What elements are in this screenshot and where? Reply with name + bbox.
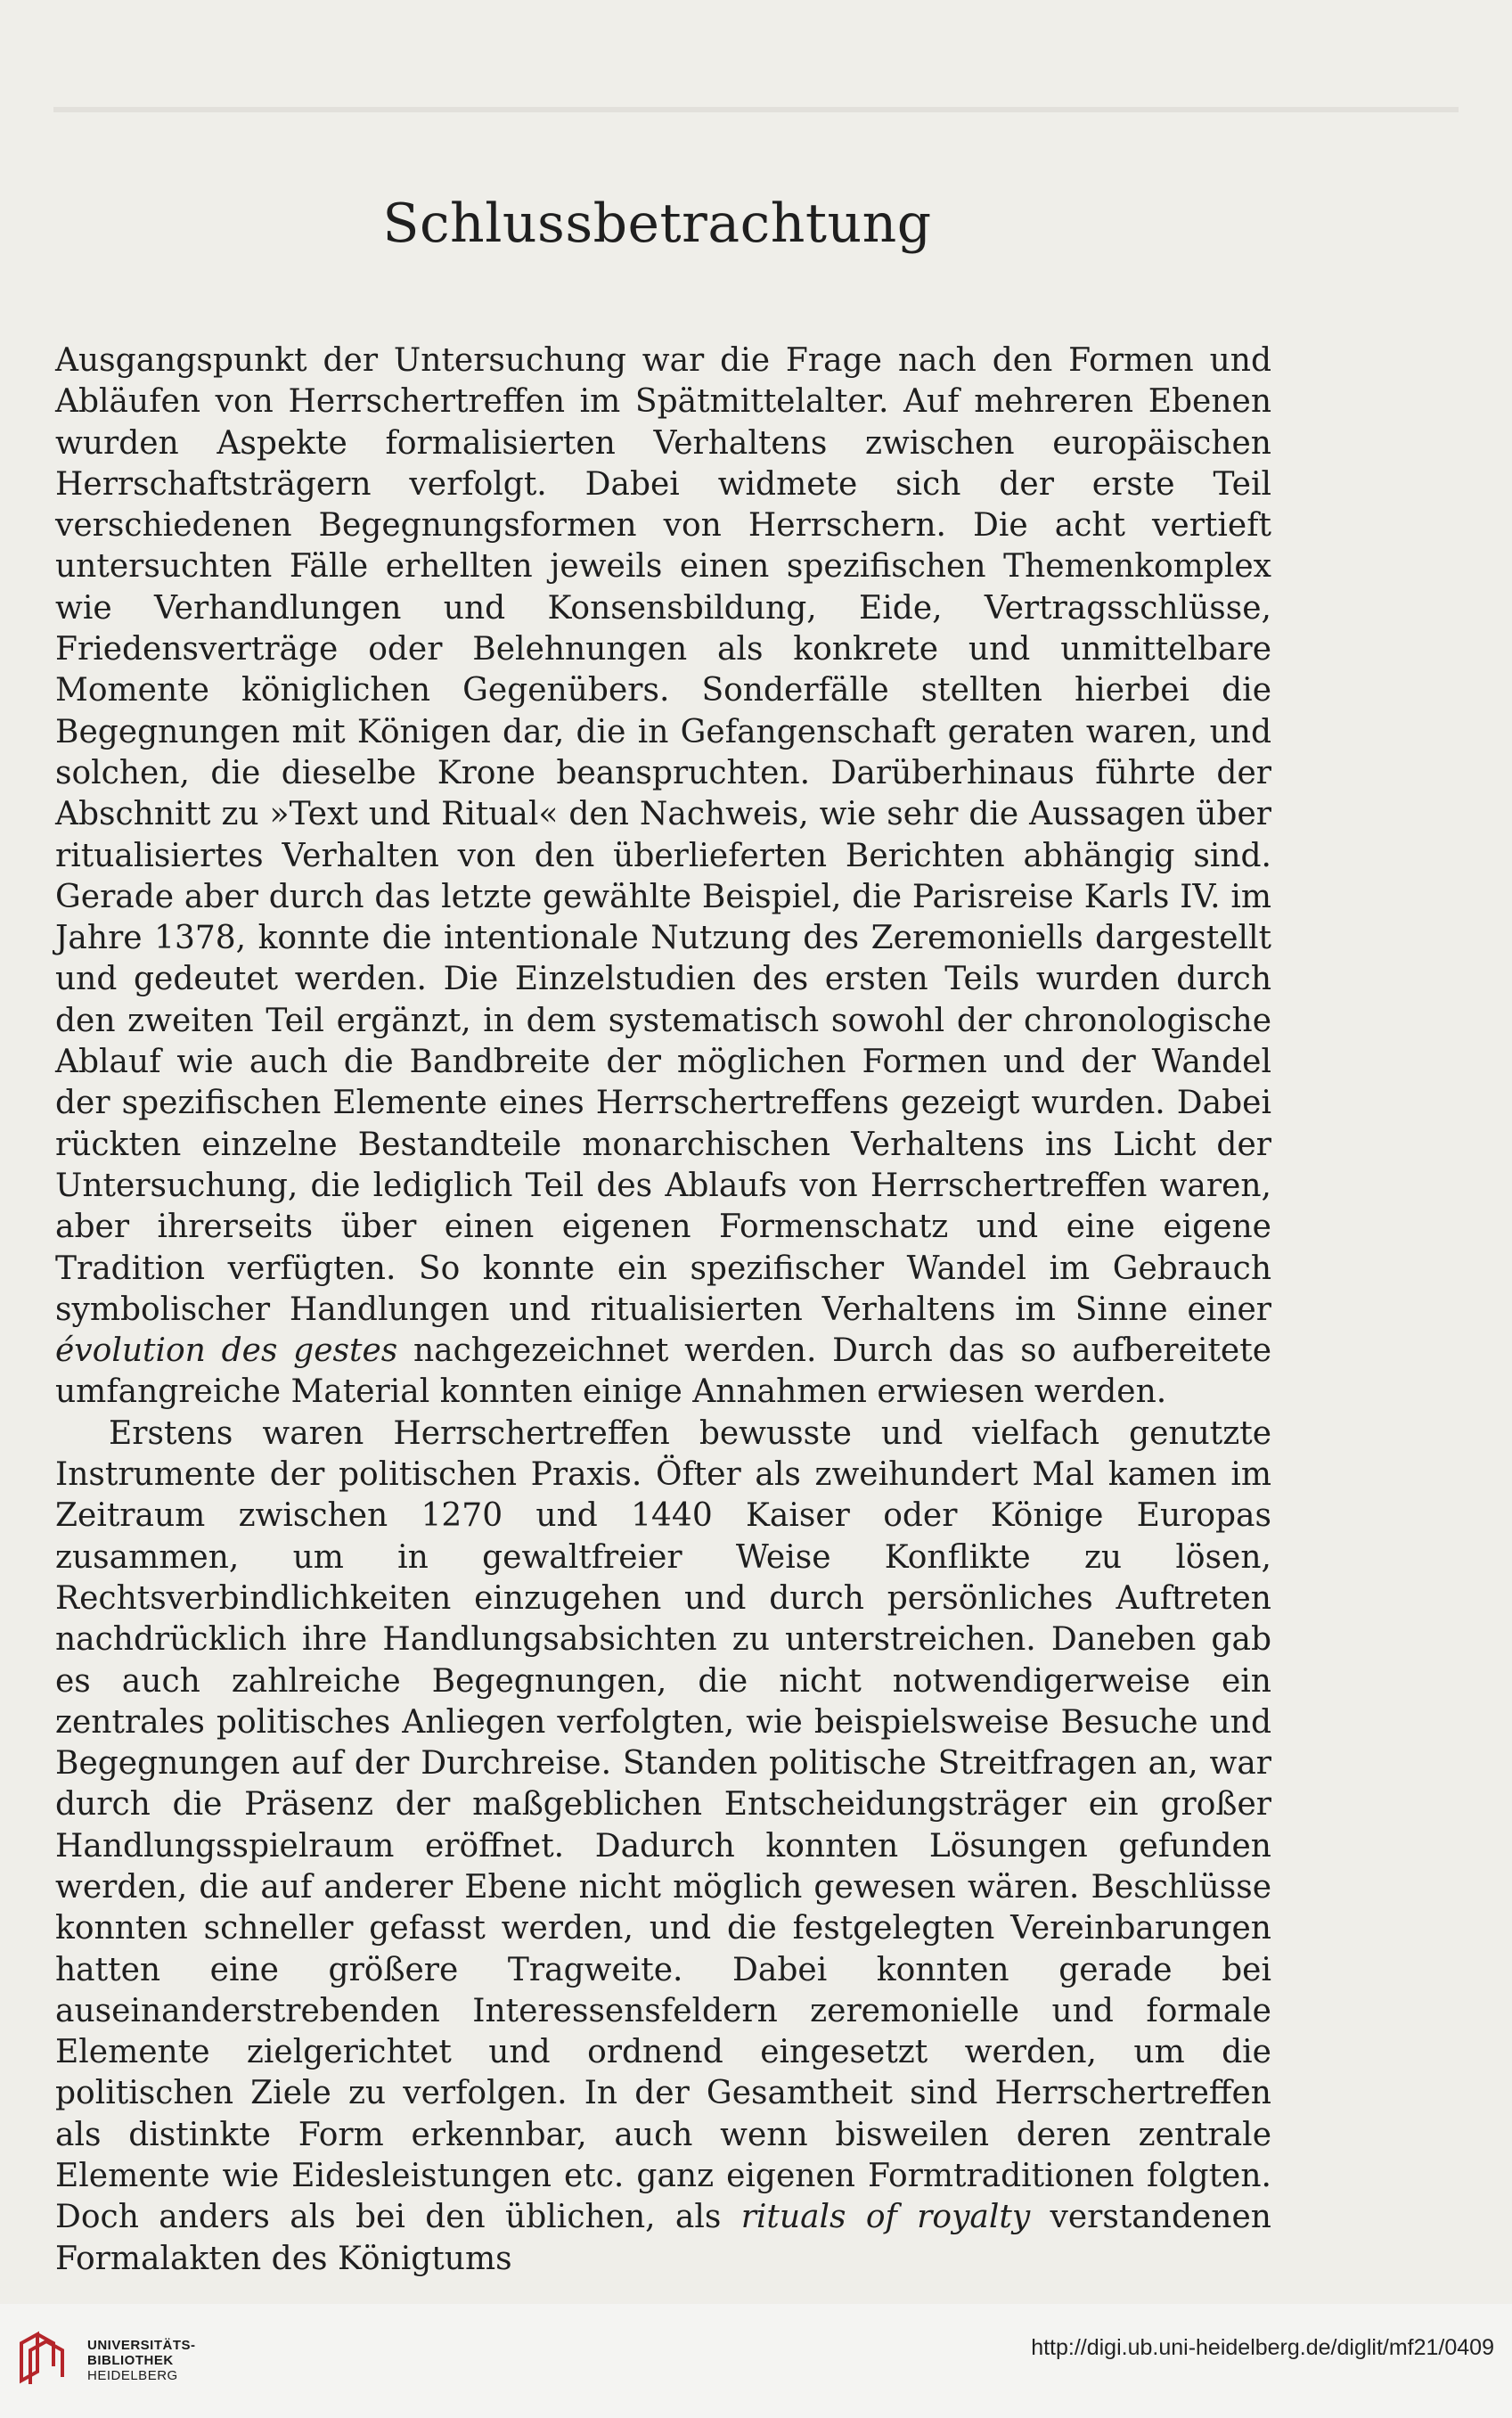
source-url-link[interactable]: http://digi.ub.uni-heidelberg.de/diglit/mf21/0409 bbox=[1031, 2335, 1494, 2360]
library-name bbox=[87, 2338, 196, 2383]
library-name-line-1: UNIVERSITÄTS- bbox=[87, 2338, 196, 2353]
library-name-line-3: HEIDELBERG bbox=[87, 2368, 178, 2383]
library-name-line-2: BIBLIOTHEK bbox=[87, 2353, 174, 2368]
paragraph-1-italic-phrase: évolution des gestes bbox=[55, 1332, 398, 1370]
paragraph-2-text-a: Erstens waren Herrschertreffen bewusste und vielfach genutzte Instrumente der politischen Praxis. Öfter als zweihundert Mal kamen im Zeitraum zwischen 1270 und 1440 Kaiser oder Könige Europas zusammen, um in gewaltfreier Weise Konflikte zu lösen, Rechtsverbindlichkeiten einzugehen und durch persönliches Auftreten nachdrücklich ihre Handlungsabsichten zu unterstreichen. Daneben gab es auch zahlreiche Begegnungen, die nicht notwendigerweise ein zentrales politisches Anliegen verfolgten, wie beispielsweise Besuche und Begegnungen auf der Durchreise. Standen politische Streitfragen an, war durch die Präsenz der maßgeblichen Entscheidungsträger ein großer Handlungsspielraum eröffnet. Dadurch konnten Lösungen gefunden werden, die auf anderer Ebene nicht möglich gewesen wären. Beschlüsse konnten schneller gefasst werden, und die festgelegten Vereinbarungen hatten eine größere Tragweite. Dabei konnten gerade bei auseinanderstrebenden Interessensfeldern zeremonielle und formale Elemente zielgerichtet und ordnend eingesetzt werden, um die politischen Ziele zu verfolgen. In der Gesamtheit sind Herrschertreffen als distinkte Form erkennbar, auch wenn bisweilen deren zentrale Elemente wie Eidesleistungen etc. ganz eigenen Formtraditionen folgten. Doch anders als bei den üblichen, als bbox=[55, 1414, 1271, 2236]
faded-running-head bbox=[53, 107, 1459, 112]
paragraph-1-text-a: Ausgangspunkt der Untersuchung war die Frage nach den Formen und Abläufen von Herrschertreffen im Spätmittelalter. Auf mehreren Ebenen wurden Aspekte formalisierten Verhaltens zwischen europäischen Herrschaftsträgern verfolgt. Dabei widmete sich der erste Teil verschiedenen Begegnungsformen von Herrschern. Die acht vertieft untersuchten Fälle erhellten jeweils einen spezifischen Themenkomplex wie Verhandlungen und Konsensbildung, Eide, Vertragsschlüsse, Friedensverträge oder Belehnungen als konkrete und unmittelbare Momente königlichen Gegenübers. Sonderfälle stellten hierbei die Begegnungen mit Königen dar, die in Gefangenschaft geraten waren, und solchen, die dieselbe Krone beanspruchten. Darüberhinaus führte der Abschnitt zu »Text und Ritual« den Nachweis, wie sehr die Aussagen über ritualisiertes Verhalten von den überlieferten Berichten abhängig sind. Gerade aber durch das letzte gewählte Beispiel, die Parisreise Karls IV. im Jahre 1378, konnte die intentionale Nutzung des Zeremoniells dargestellt und gedeutet werden. Die Einzelstudien des ersten Teils wurden durch den zweiten Teil ergänzt, in dem systematisch sowohl der chronologische Ablauf wie auch die Bandbreite der möglichen Formen und der Wandel der spezifischen Elemente eines Herrschertreffens gezeigt wurden. Dabei rückten einzelne Bestandteile monarchischen Verhaltens ins Licht der Untersuchung, die lediglich Teil des Ablaufs von Herrschertreffen waren, aber ihrerseits über einen eigenen Formenschatz und eine eigene Tradition verfügten. So konnte ein spezifischer Wandel im Gebrauch symbolischer Handlungen und ritualisierten Verhaltens im Sinne einer bbox=[55, 342, 1271, 1328]
body-text bbox=[55, 340, 1271, 2280]
paragraph-2-text-b: verstandenen Formalakten des Königtums bbox=[55, 2199, 1271, 2277]
page-title: Schlussbetrachtung bbox=[382, 193, 932, 255]
paragraph-1 bbox=[55, 340, 1271, 1414]
library-logo-icon[interactable] bbox=[14, 2331, 71, 2388]
paragraph-1-text-b: nachgezeichnet werden. Durch das so aufbereitete umfangreiche Material konnten einige Annahmen erwiesen werden. bbox=[55, 1332, 1271, 1411]
paragraph-2 bbox=[55, 1414, 1271, 2280]
footer-bar bbox=[0, 2304, 1512, 2418]
paragraph-2-italic-phrase: rituals of royalty bbox=[740, 2199, 1031, 2236]
